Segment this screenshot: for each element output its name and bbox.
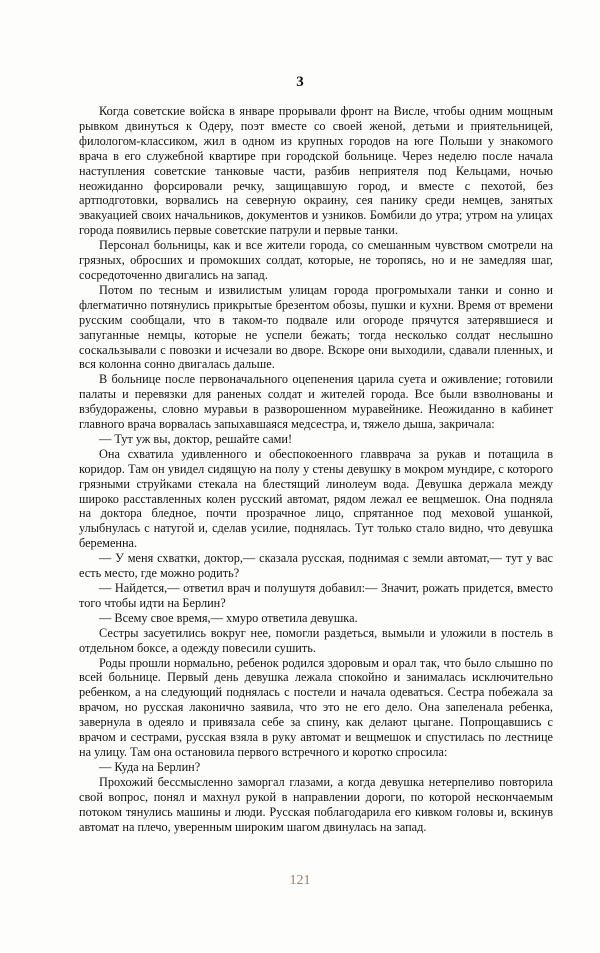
paragraph: Роды прошли нормально, ребенок родился здоровым и орал так, что было слышно по всей больнице. Первый день девушка лежала спокойно и занималась исключительно ребенком, а на следующий поднялась с постели и начала одеваться. Сестра побежала за врачом, но русская лаконично заявила, что это не его дело. Она запеленала ребенка, завернула в одеяло и привязала себе за спину, как делают цыгане. Попрощавшись с врачом и сестрами, русская взяла в руку автомат и вещмешок и спустилась по лестнице на улицу. Там она остановила первого встречного и коротко спросила: — [79, 655, 553, 759]
dialogue-line: — Тут уж вы, доктор, решайте сами! — [99, 431, 293, 446]
paragraph: Она схватила удивленного и обеспокоенного главврача за рукав и потащила в коридор. Там он увидел сидящую на полу у стены девушку в мокром мундире, с которого грязными струйками стекала на блестящий линолеум вода. Девушка держала между широко расставленных колен русский автомат, рядом лежал ее вещмешок. Она подняла на доктора бледное, почти прозрачное лицо, спрятанное под меховой ушанкой, улыбнулась с натугой и, сделав усилие, поднялась. Тут только стало видно, что девушка беременна. — [79, 446, 553, 551]
paragraph: Персонал больницы, как и все жители города, со смешанным чувством смотрели на грязных, обросших и промокших солдат, которые, не торопясь, но и не замедляя шаг, сосредоточенно двигались на запад. — [79, 238, 553, 282]
paragraph: Сестры засуетились вокруг нее, помогли раздеться, вымыли и уложили в постель в отдельном боксе, а одежду повесили сушить. — [79, 625, 553, 655]
paragraph: Когда советские войска в январе прорывали фронт на Висле, чтобы одним мощным рывком двинуться к Одеру, поэт вместе со своей женой, детьми и приятельницей, филологом-классиком, жил в одном из крупных городов на юге Польши у знакомого врача в его служебной квартире при городской больнице. Через неделю после начала наступления советские танковые части, разбив неприятеля под Кельцами, ночью неожиданно форсировали речку, защищавшую город, и вместе с пехотой, без артподготовки, ворвались на северную окраину, сея панику среди немцев, занятых эвакуацией своих начальников, документов и узников. Бомбили до утра; утром на улицах города появились первые советские патрули и первые танки. — [79, 104, 553, 238]
body-text — [79, 104, 553, 834]
paragraph: Прохожий бессмысленно заморгал глазами, а когда девушка нетерпеливо повторила свой вопрос, понял и махнул рукой в направлении дороги, по которой нескончаемым потоком тянулись машины и люди. Русская поблагодарила его кивком головы и, вскинув автомат на плечо, уверенным широким шагом двинулась на запад. — [79, 774, 553, 834]
dialogue-line: — Всему свое время,— хмуро ответила девушка. — [99, 610, 358, 625]
chapter-number: 3 — [296, 74, 304, 90]
paragraph: В больнице после первоначального оцепенения царила суета и оживление; готовили палаты и перевязки для раненых солдат и жителей города. Все были взволнованы и взбудоражены, словно муравьи в разворошенном муравейнике. Неожиданно в кабинет главного врача ворвалась запыхавшаяся медсестра, и, тяжело дыша, закричала: — [79, 372, 553, 432]
paragraph: Потом по тесным и извилистым улицам города прогромыхали танки и сонно и флегматично потянулись прикрытые брезентом обозы, пушки и кухни. Время от времени русским сообщали, что в таком-то подвале или огороде прячутся затерявшиеся и запуганные немцы, которые не успели бежать; тогда несколько солдат неслышно соскальзывали с повозки и исчезали во дворе. Вскоре они выходили, сдавали пленных, и вся колонна сонно двигалась дальше. — [79, 282, 553, 372]
dialogue-line: — У меня схватки, доктор,— сказала русская, поднимая с земли автомат,— тут у вас есть место, где можно родить? — [79, 551, 553, 581]
dialogue-line: — Куда на Берлин? — [99, 759, 201, 774]
page-number: 121 — [289, 873, 311, 888]
dialogue-line: — Найдется,— ответил врач и полушутя добавил:— Значит, рожать придется, вместо того чтобы идти на Берлин? — [79, 581, 553, 610]
